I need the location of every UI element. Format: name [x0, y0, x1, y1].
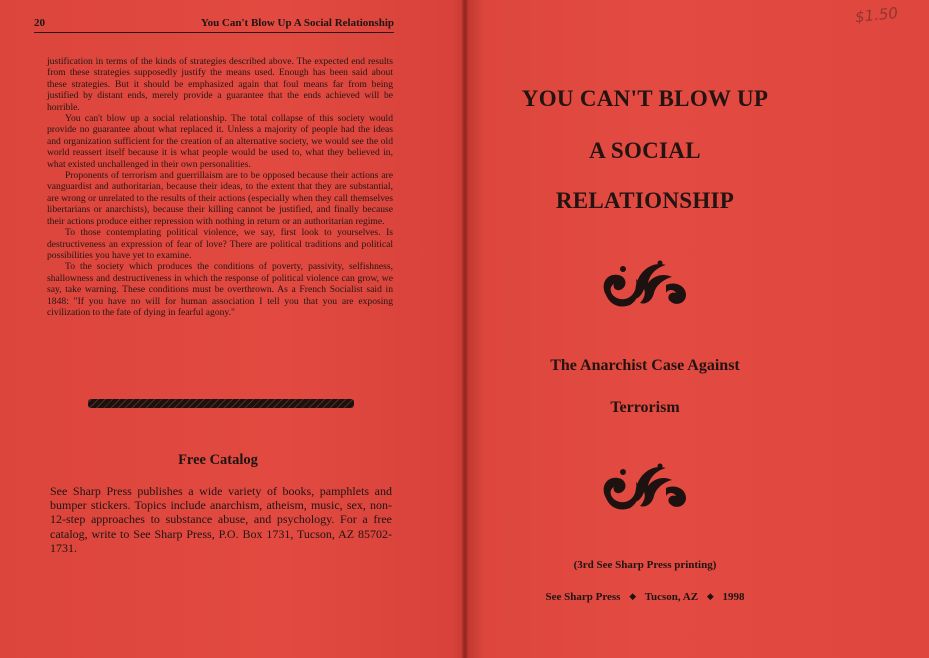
body-text — [47, 56, 393, 318]
paragraph: You can't blow up a social relationship. The total collapse of this society would provide no guarantee about what replaced it. Unless a majority of people had the ideas and organization sufficient for the creation of an alternative society, we would see the old world reassert itself because it is what people would be used to, what they believed in, what existed unchallenged in their own personalities. — [47, 113, 393, 170]
title-line-2: A SOCIAL — [589, 138, 701, 163]
rope-divider — [88, 399, 354, 408]
catalog-title: Free Catalog — [178, 452, 258, 468]
paragraph: justification in terms of the kinds of strategies described above. The expected end results from these strategies supposedly justify the means used. Enough has been said about these strategies. But it should be emphasized again that foul means far from being justified by distant ends, merely provide a guarantee that the ends achieved will be horrible. — [47, 56, 393, 113]
publisher-imprint — [500, 591, 790, 603]
publisher-place: Tucson, AZ — [644, 591, 699, 603]
diamond-icon: ◆ — [706, 591, 714, 601]
publication-year: 1998 — [722, 591, 745, 603]
fleuron-ornament-icon — [596, 458, 692, 512]
paragraph: Proponents of terrorism and guerrillaism are to be opposed because their actions are vanguardist and authoritarian, because their ideas, to the extent that they are substantial, are wrong or unrelated to the results of their actions (especially when they call themselves libertarians or anarchists), because their killing cannot be justified, and finally because their actions produce either repression with nothing in return or an authoritarian regime. — [47, 170, 393, 227]
handwritten-price: $1.50 — [854, 3, 899, 27]
title-line-1: YOU CAN'T BLOW UP — [521, 86, 769, 111]
running-head — [34, 15, 394, 33]
fleuron-ornament-icon — [596, 255, 692, 309]
page-number: 20 — [34, 17, 45, 29]
printing-note: (3rd See Sharp Press printing) — [573, 559, 717, 571]
book-spine — [462, 0, 468, 658]
subtitle-line-2: Terrorism — [610, 399, 680, 416]
subtitle-line-1: The Anarchist Case Against — [550, 357, 740, 374]
diamond-icon: ◆ — [629, 591, 637, 601]
publisher-name: See Sharp Press — [545, 591, 621, 603]
running-title: You Can't Blow Up A Social Relationship — [200, 17, 394, 29]
paragraph: To the society which produces the conditions of poverty, passivity, selfishness, shallowness and destructiveness in which the response of political violence can grow, we say, take warning. These conditions must be overthrown. As a French Socialist said in 1848: "If you have no will for human association I tell you that you are exposing civilization to the fate of dying in fearful agony." — [47, 261, 393, 318]
paragraph: To those contemplating political violence, we say, first look to yourselves. Is destructiveness an expression of fear of love? There are political traditions and political possibilities you have yet to examine. — [47, 227, 393, 261]
catalog-text: See Sharp Press publishes a wide variety of books, pamphlets and bumper stickers. Topics include anarchism, atheism, music, sex, non-12-step approaches to substance abuse, and psychology. For a free catalog, write to See Sharp Press, P.O. Box 1731, Tucson, AZ 85702-1731. — [50, 484, 392, 555]
title-line-3: RELATIONSHIP — [555, 188, 735, 213]
